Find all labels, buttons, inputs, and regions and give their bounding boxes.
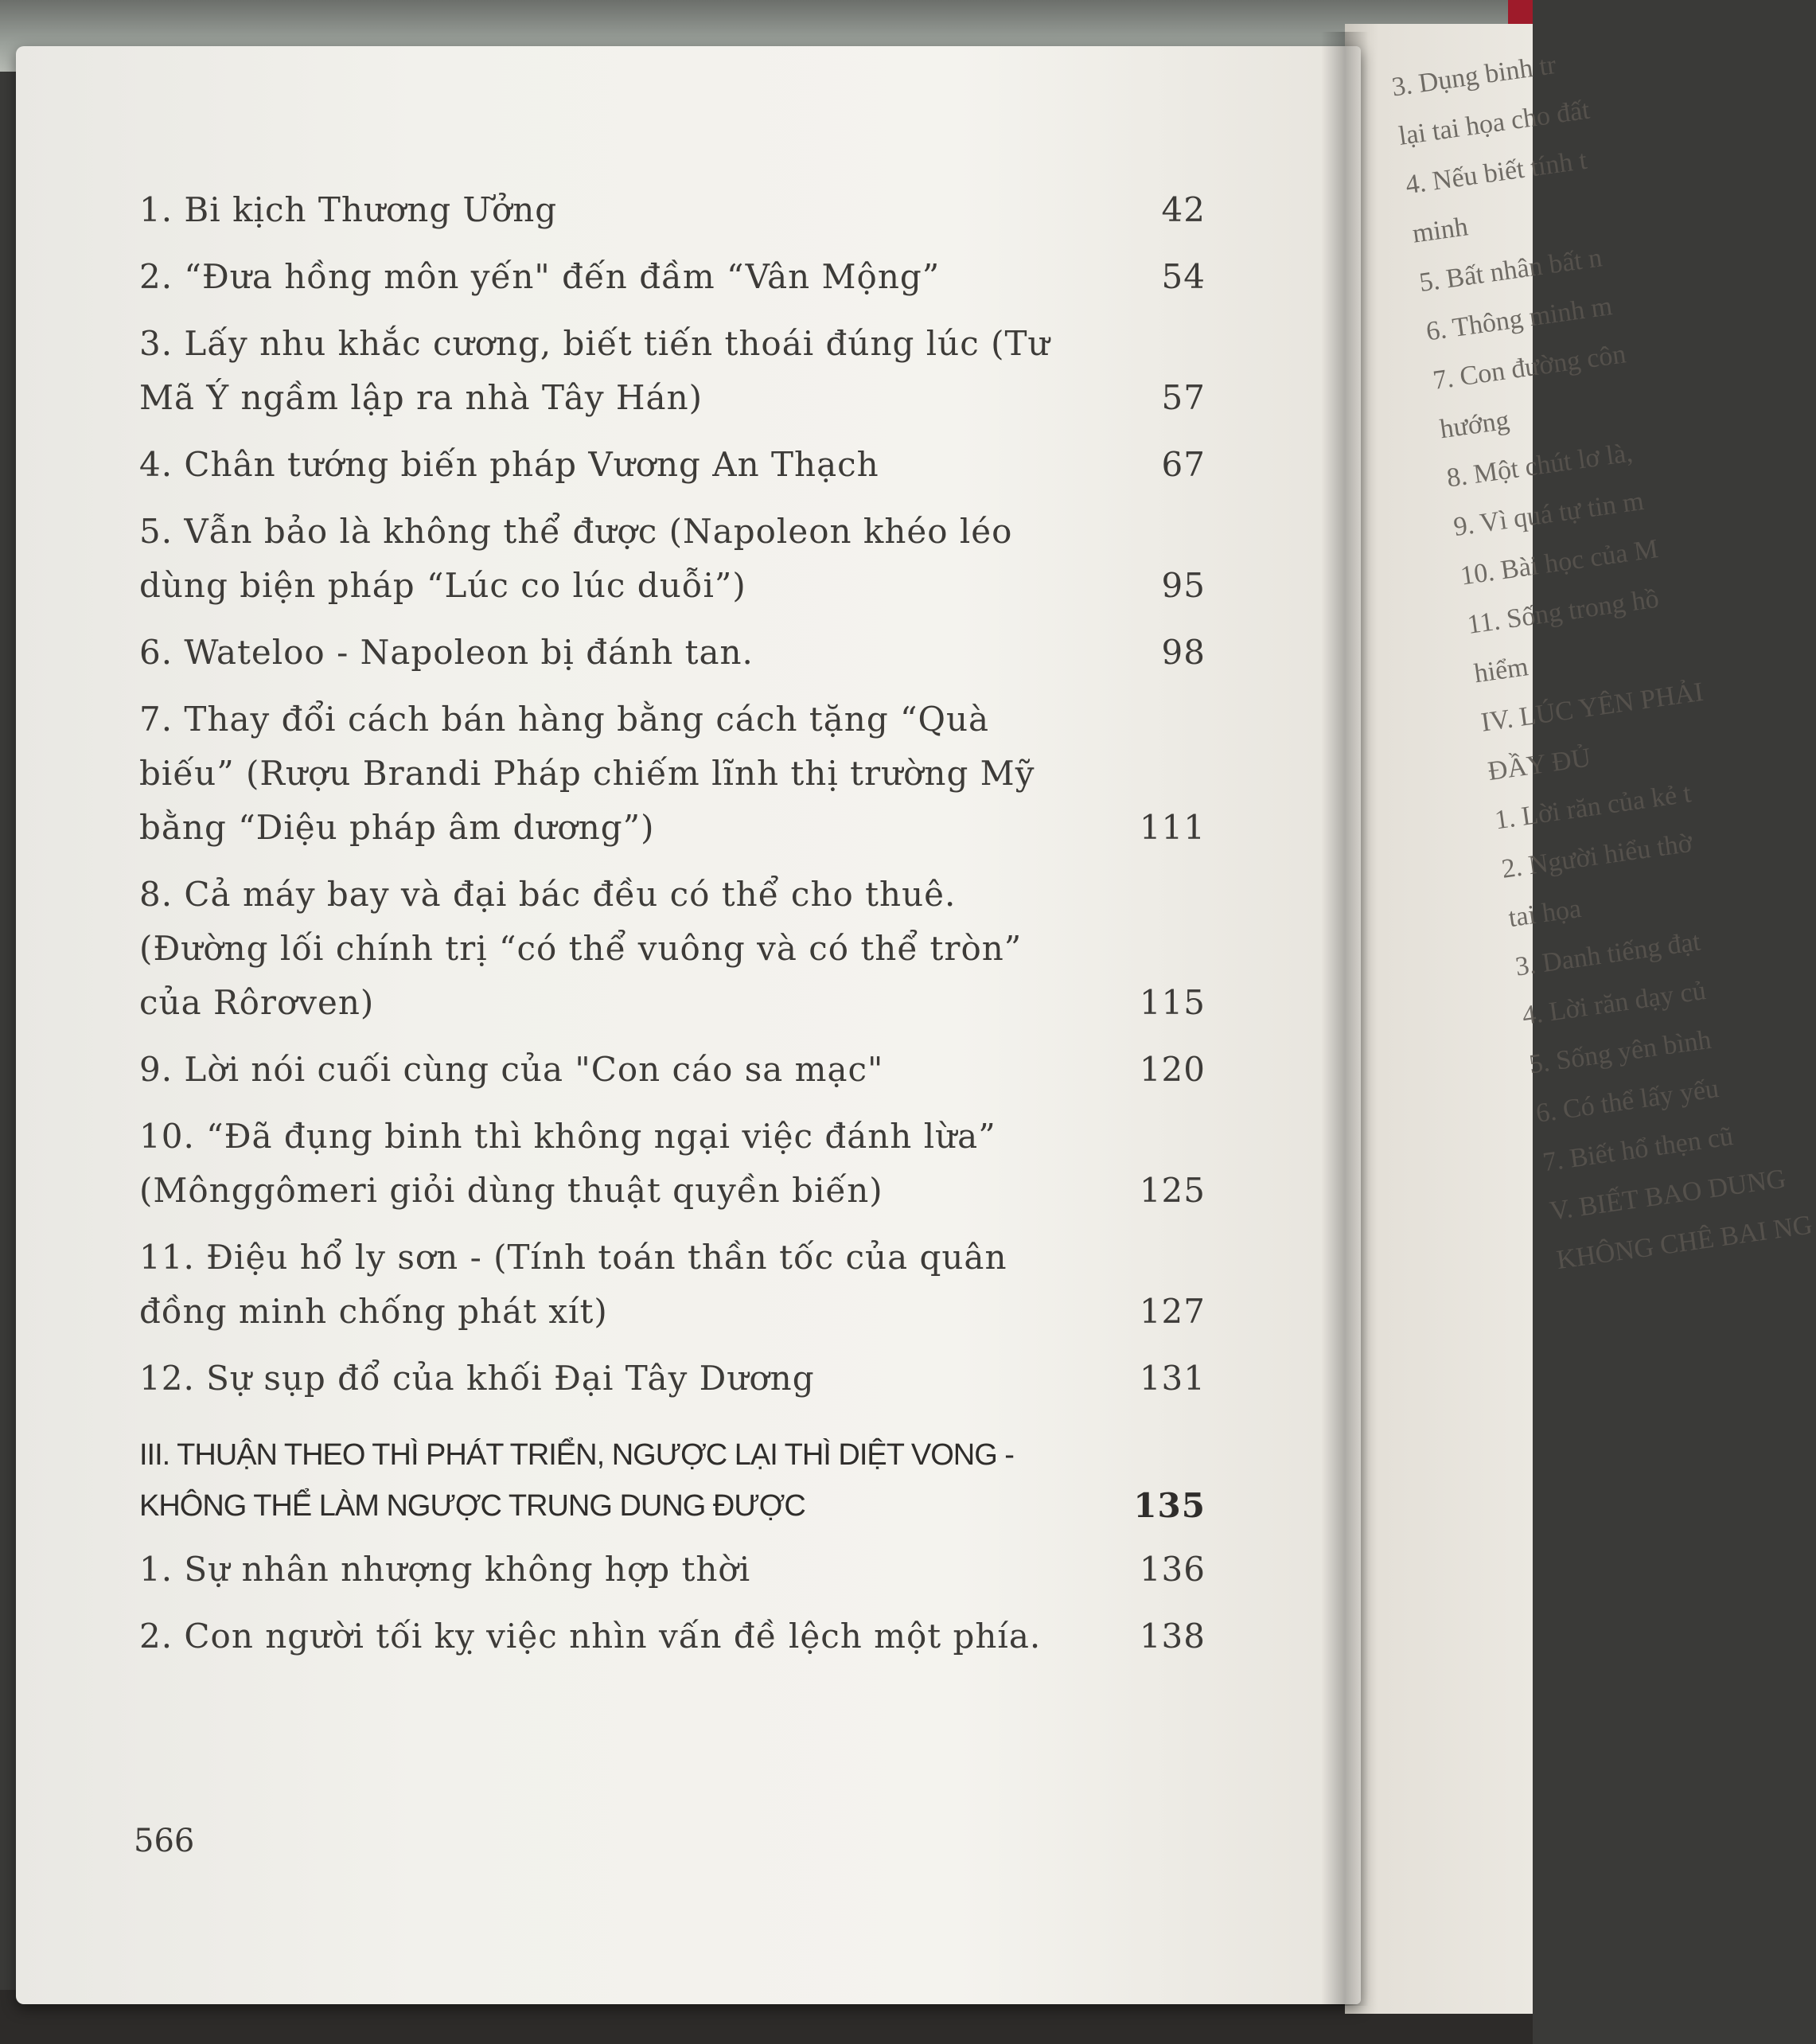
toc-entry-page-number: 136 [1139,1550,1206,1589]
table-of-contents [139,183,1206,1676]
facing-page-line: lại tai họa cho đất [1397,95,1592,151]
toc-entry-title: 2. “Đưa hồng môn yến" đến đầm “Vân Mộng” [139,257,941,296]
toc-entries-group-b [139,1543,1206,1664]
toc-entry-title: 12. Sự sụp đổ của khối Đại Tây Dương [139,1359,815,1398]
toc-entry-page-number: 120 [1139,1050,1206,1089]
facing-page-line: 1. Lời răn của kẻ t [1493,778,1693,836]
toc-entry [139,438,1206,492]
toc-entry-title: 11. Điệu hổ ly sơn - (Tính toán thần tốc của quân đồng minh chống phát xít) [139,1238,1007,1331]
facing-page-line: 7. Con đường côn [1431,339,1628,396]
toc-entry-page-number: 131 [1139,1359,1206,1398]
facing-page [1345,24,1814,2014]
toc-entry [139,1110,1206,1218]
toc-entry-page-number: 125 [1139,1171,1206,1210]
facing-page-line: 3. Dụng binh tr [1389,49,1558,103]
facing-page-line: tai họa [1506,893,1584,934]
toc-entry [139,1043,1206,1097]
toc-entry-page-number: 138 [1139,1617,1206,1656]
facing-page-line: 11. Sống trong hồ [1465,583,1661,640]
toc-entry [139,692,1206,855]
facing-page-line: KHÔNG CHÊ BAI NG [1554,1210,1814,1276]
facing-page-line: 5. Sống yên bình [1527,1024,1713,1080]
toc-entry-page-number: 115 [1139,983,1206,1022]
toc-entry [139,1609,1206,1664]
toc-entry-title: 9. Lời nói cuối cùng của "Con cáo sa mạc" [139,1050,884,1089]
facing-page-line: 10. Bài học của M [1458,534,1660,591]
toc-entry [139,1543,1206,1597]
toc-entry-page-number: 98 [1161,633,1206,672]
facing-page-text [1389,41,1814,1285]
page-folio-number: 566 [134,1823,195,1859]
toc-entries-group-a [139,183,1206,1406]
facing-page-line: V. BIẾT BAO DUNG [1548,1164,1788,1227]
toc-section-heading [139,1430,1206,1531]
facing-page-line: hiểm [1472,652,1530,689]
facing-page-line: 9. Vì quá tự tin m [1452,486,1646,543]
facing-page-line: 4. Lời răn dạy củ [1520,976,1708,1032]
toc-entry [139,317,1206,425]
facing-page-line: IV. LÚC YÊN PHẢI [1479,677,1705,738]
toc-entry-title: 4. Chân tướng biến pháp Vương An Thạch [139,445,879,484]
facing-page-line: 2. Người hiểu thờ [1499,828,1694,884]
facing-page-line: 4. Nếu biết tính t [1403,145,1589,201]
section-page-number: 135 [1133,1486,1206,1525]
facing-page-line: minh [1410,212,1470,249]
toc-entry-page-number: 111 [1139,808,1206,847]
toc-entry-title: 3. Lấy nhu khắc cương, biết tiến thoái đúng lúc (Tư Mã Ý ngầm lập ra nhà Tây Hán) [139,324,1050,417]
toc-entry-title: 2. Con người tối kỵ việc nhìn vấn đề lệch một phía. [139,1617,1042,1656]
toc-entry-page-number: 95 [1161,566,1206,605]
facing-page-line: hướng [1438,405,1511,445]
toc-entry [139,505,1206,613]
toc-entry [139,183,1206,237]
toc-entry-page-number: 67 [1161,445,1206,484]
toc-entry [139,1231,1206,1339]
facing-page-line: 6. Có thể lấy yếu [1533,1074,1721,1129]
toc-entry [139,868,1206,1030]
toc-entry [139,250,1206,304]
toc-entry-title: 6. Wateloo - Napoleon bị đánh tan. [139,633,754,672]
toc-entry [139,626,1206,680]
toc-entry-page-number: 57 [1161,378,1206,417]
toc-entry-title: 8. Cả máy bay và đại bác đều có thể cho thuê. (Đường lối chính trị “có thể vuông và có thể tròn” của Rôrơven) [139,875,1023,1022]
facing-page-line: 8. Một chút lơ là, [1444,438,1635,493]
facing-page-line: 5. Bất nhân bất n [1417,243,1604,298]
toc-entry-title: 7. Thay đổi cách bán hàng bằng cách tặng “Quà biếu” (Rượu Brandi Pháp chiếm lĩnh thị trường Mỹ bằng “Diệu pháp âm dương”) [139,700,1035,847]
facing-page-line: 6. Thông minh m [1424,291,1615,347]
toc-entry [139,1352,1206,1406]
toc-entry-title: 1. Bi kịch Thương Ưởng [139,190,558,229]
toc-entry-title: 5. Vẫn bảo là không thể được (Napoleon khéo léo dùng biện pháp “Lúc co lúc duỗi”) [139,512,1013,605]
facing-page-line: ĐẦY ĐỦ [1486,743,1593,787]
toc-entry-title: 1. Sự nhân nhượng không hợp thời [139,1550,751,1589]
toc-entry-page-number: 54 [1161,257,1206,296]
toc-entry-title: 10. “Đã đụng binh thì không ngại việc đánh lừa” (Mônggômeri giỏi dùng thuật quyền biến) [139,1117,996,1210]
toc-entry-page-number: 127 [1139,1292,1206,1331]
facing-page-line: 7. Biết hổ thẹn cũ [1541,1121,1736,1178]
toc-entry-page-number: 42 [1161,190,1206,229]
section-title: III. THUẬN THEO THÌ PHÁT TRIỂN, NGƯỢC LẠI THÌ DIỆT VONG - KHÔNG THỂ LÀM NGƯỢC TRUNG DUNG ĐƯỢC [139,1438,1014,1523]
book-gutter [1321,32,1369,2006]
facing-page-line: 3. Danh tiếng đạt [1513,926,1703,982]
